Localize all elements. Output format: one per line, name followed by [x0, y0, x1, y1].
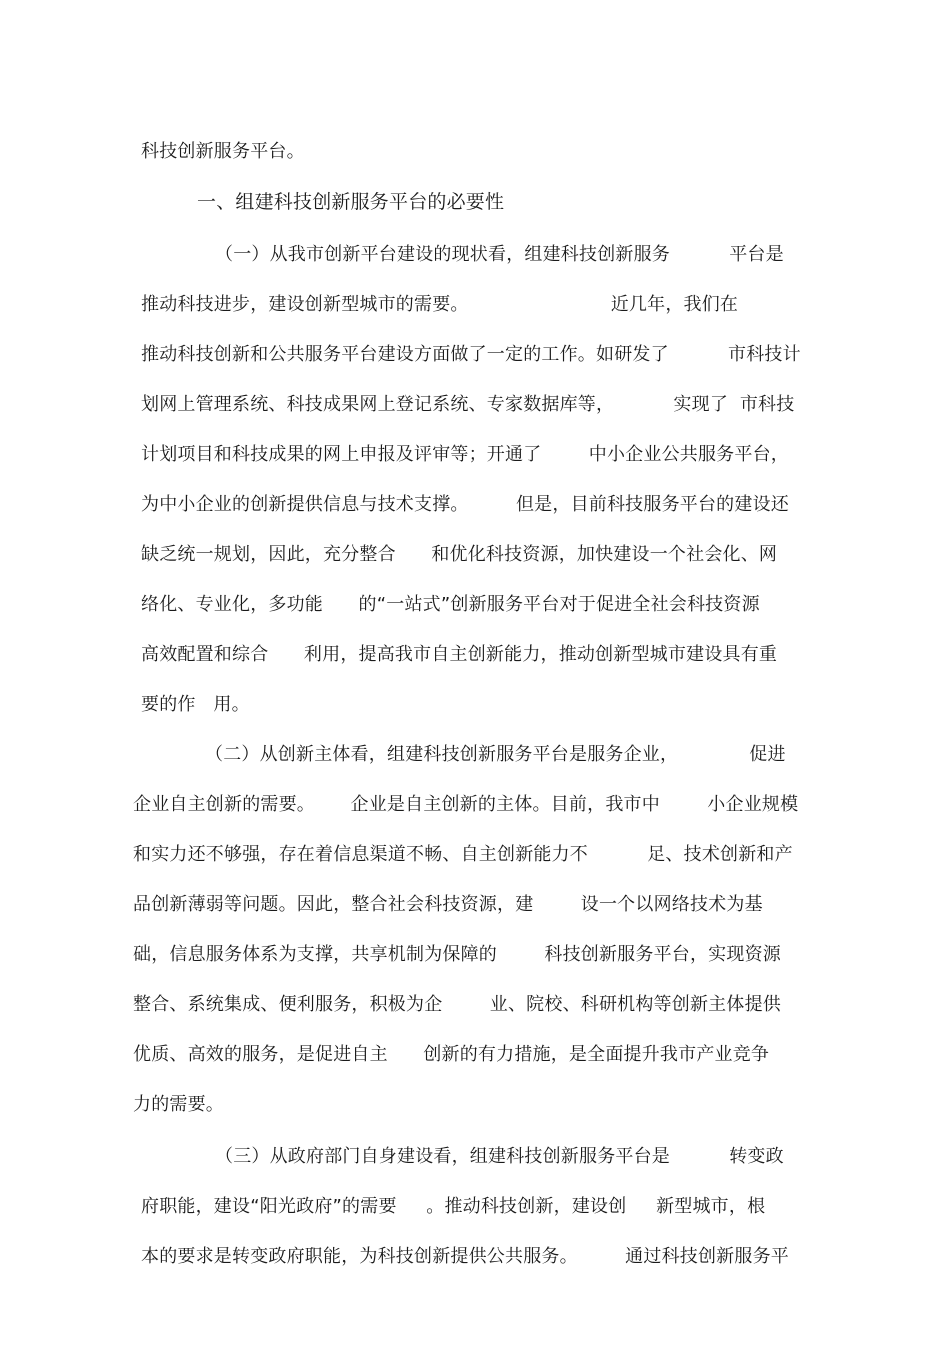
- text-line: 优质、高效的服务，是促进自主 创新的有力措施，是全面提升我市产业竞争: [133, 1044, 770, 1065]
- text-line: （三）从政府部门自身建设看，组建科技创新服务平台是 转变政: [215, 1146, 784, 1167]
- text-line: 络化、专业化，多功能 的“一站式”创新服务平台对于促进全社会科技资源: [141, 594, 760, 615]
- section-heading: 一、组建科技创新服务平台的必要性: [197, 191, 505, 213]
- text-line: 整合、系统集成、便利服务，积极为企 业、院校、科研机构等创新主体提供: [133, 994, 781, 1015]
- text-line: 和实力还不够强，存在着信息渠道不畅、自主创新能力不 足、技术创新和产: [133, 844, 793, 865]
- text-line: 要的作 用。: [141, 694, 250, 715]
- text-line: 高效配置和综合 利用，提高我市自主创新能力，推动创新型城市建设具有重: [141, 644, 778, 665]
- text-line: 推动科技进步，建设创新型城市的需要。 近几年，我们在: [141, 294, 739, 315]
- text-line: 科技创新服务平台。: [141, 141, 305, 162]
- text-line: 计划项目和科技成果的网上申报及评审等；开通了 中小企业公共服务平台，: [141, 444, 789, 465]
- text-line: 力的需要。: [133, 1094, 224, 1115]
- text-line: 企业自主创新的需要。 企业是自主创新的主体。目前，我市中 小企业规模: [133, 794, 799, 815]
- text-line: 缺乏统一规划，因此，充分整合 和优化科技资源，加快建设一个社会化、网: [141, 544, 778, 565]
- text-line: 推动科技创新和公共服务平台建设方面做了一定的工作。如研发了 市科技计: [141, 344, 801, 365]
- text-line: 础，信息服务体系为支撑，共享机制为保障的 科技创新服务平台，实现资源: [133, 944, 781, 965]
- text-line: 府职能，建设“阳光政府”的需要 。推动科技创新，建设创 新型城市，根: [141, 1196, 766, 1217]
- text-line: 划网上管理系统、科技成果网上登记系统、专家数据库等， 实现了 市科技: [141, 394, 795, 415]
- text-line: 品创新薄弱等问题。因此，整合社会科技资源，建 设一个以网络技术为基: [133, 894, 763, 915]
- text-line: 本的要求是转变政府职能，为科技创新提供公共服务。 通过科技创新服务平: [141, 1246, 789, 1267]
- text-line: （二）从创新主体看，组建科技创新服务平台是服务企业， 促进: [205, 744, 786, 765]
- text-line: 为中小企业的创新提供信息与技术支撑。 但是，目前科技服务平台的建设还: [141, 494, 789, 515]
- text-line: （一）从我市创新平台建设的现状看，组建科技创新服务 平台是: [215, 244, 784, 265]
